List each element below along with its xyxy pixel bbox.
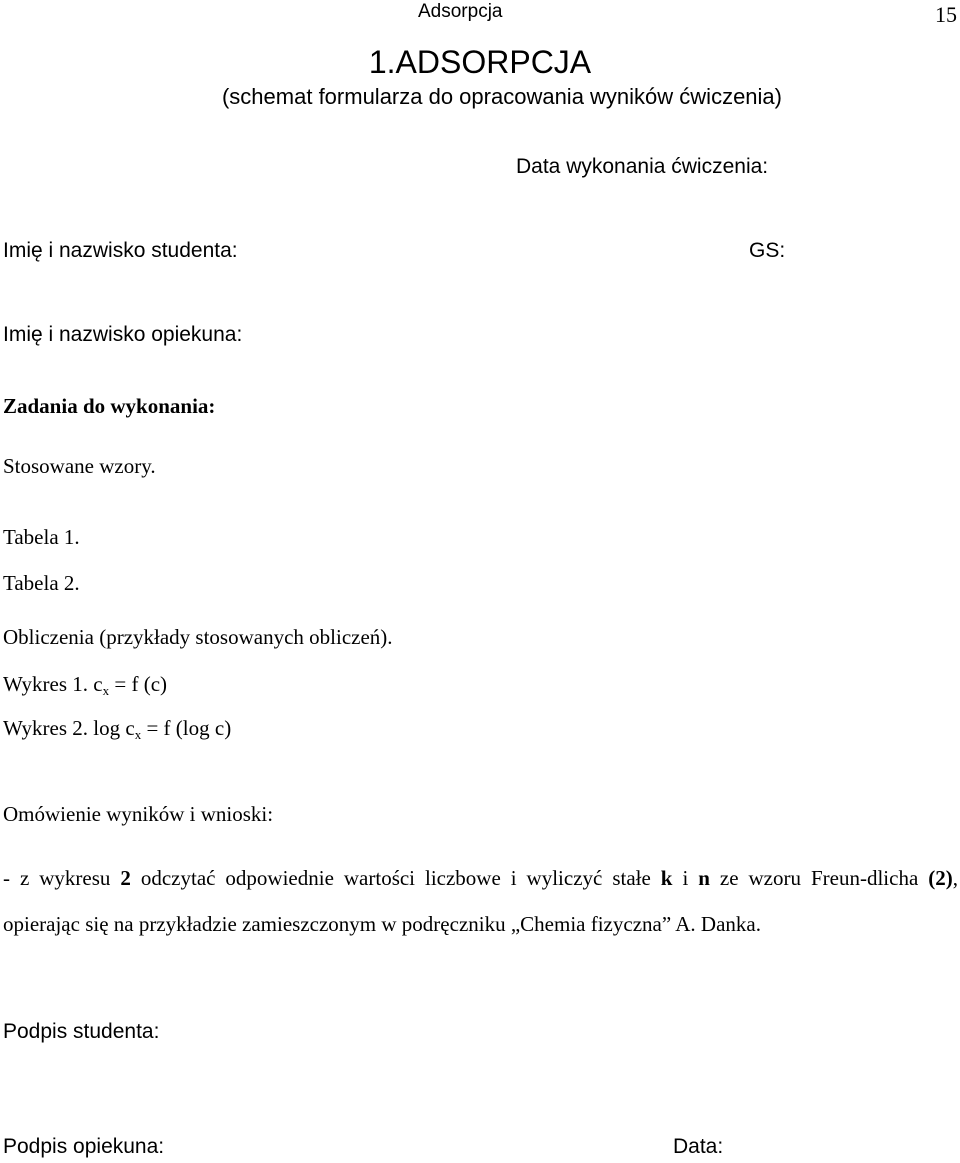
- page-title: [0, 44, 960, 81]
- title-name: ADSORPCJA: [395, 44, 592, 80]
- discussion-bold-k: k: [660, 866, 673, 890]
- discussion-text-5: , opierając się na przykładzie zamieszczonym w podręczniku „Chemia fizyczna” A. Danka.: [3, 866, 958, 936]
- formulas-item: Stosowane wzory.: [3, 454, 156, 478]
- student-signature-label: Podpis studenta:: [3, 1020, 160, 1043]
- discussion-text-2: odczytać odpowiednie wartości liczbowe i wyliczyć stałe: [130, 866, 661, 890]
- plot-2-subscript: x: [134, 727, 142, 742]
- plot-2-prefix: Wykres 2. log c: [3, 716, 135, 740]
- plot-2-suffix: = f (log c): [141, 716, 232, 740]
- discussion-bold-n: n: [698, 866, 710, 890]
- discussion-text-1: - z wykresu: [3, 866, 121, 890]
- title-number: 1: [368, 44, 387, 80]
- page-subtitle: (schemat formularza do opracowania wyników ćwiczenia): [221, 84, 782, 109]
- tasks-heading: Zadania do wykonania:: [3, 394, 216, 418]
- title-dot: .: [386, 44, 396, 80]
- discussion-bold-plot-number: 2: [120, 866, 131, 890]
- plot-1-suffix: = f (c): [109, 672, 168, 696]
- running-header-title: Adsorpcja: [418, 1, 503, 22]
- signature-date-label: Data:: [673, 1135, 724, 1158]
- discussion-text-4: ze wzoru Freun-dlicha: [709, 866, 929, 890]
- calculations-item: Obliczenia (przykłady stosowanych obliczeń).: [3, 625, 393, 649]
- supervisor-signature-label: Podpis opiekuna:: [3, 1135, 165, 1158]
- date-label: Data wykonania ćwiczenia:: [516, 155, 769, 178]
- gs-label: GS:: [749, 239, 786, 262]
- table-1-item: Tabela 1.: [3, 525, 80, 549]
- student-name-label: Imię i nazwisko studenta:: [3, 239, 238, 262]
- plot-1-item: [3, 672, 167, 697]
- discussion-heading: Omówienie wyników i wnioski:: [3, 802, 274, 826]
- page-number: 15: [935, 2, 957, 27]
- plot-1-prefix: Wykres 1. c: [3, 672, 103, 696]
- plot-1-subscript: x: [102, 683, 110, 698]
- discussion-text-3: i: [672, 866, 699, 890]
- supervisor-name-label: Imię i nazwisko opiekuna:: [3, 323, 243, 346]
- discussion-bold-equation-ref: (2): [928, 866, 953, 890]
- discussion-paragraph: [3, 855, 958, 947]
- table-2-item: Tabela 2.: [3, 571, 80, 595]
- plot-2-item: [3, 716, 231, 741]
